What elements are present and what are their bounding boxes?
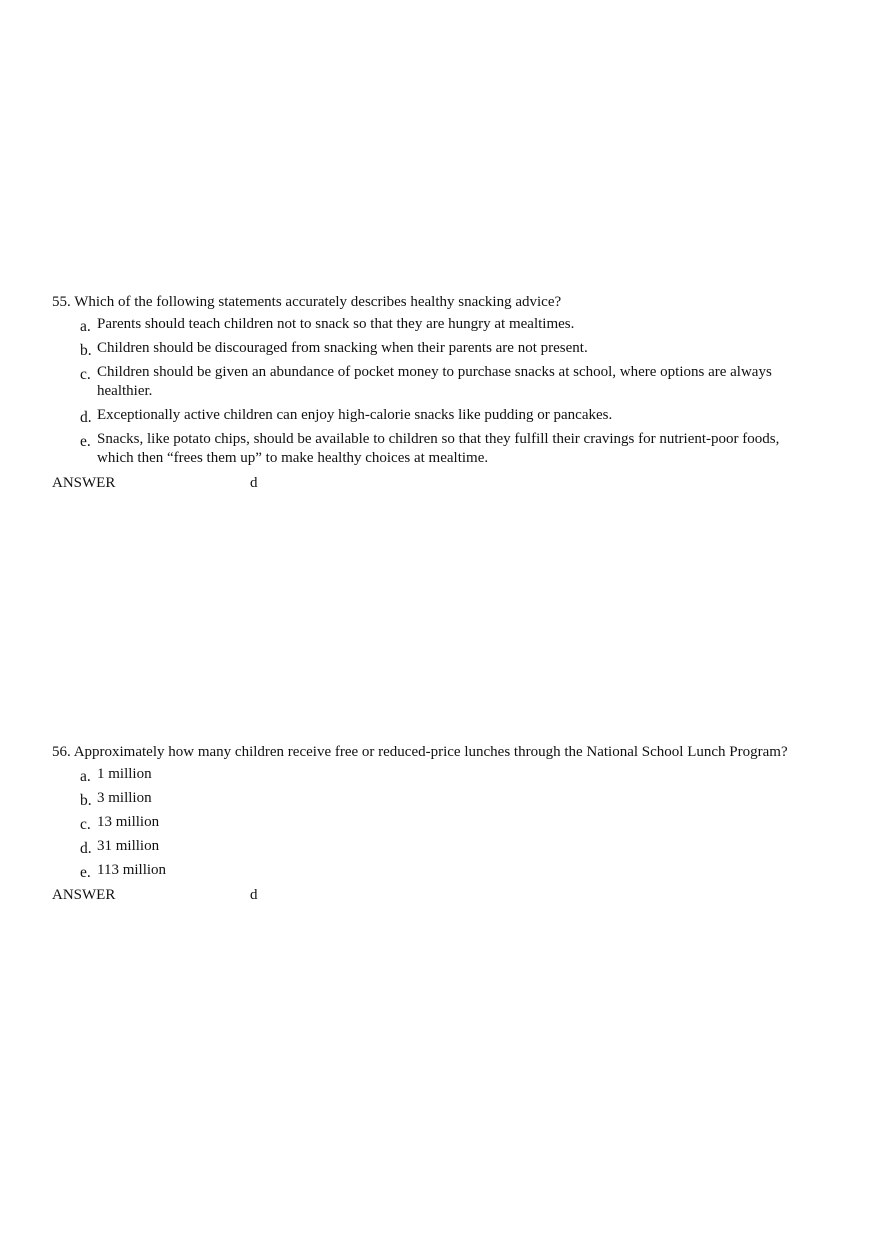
option-text: Children should be given an abundance of pocket money to purchase snacks at school, where options are always healthier. [97,364,772,399]
option-text: 31 million [97,838,160,854]
option-text: Snacks, like potato chips, should be available to children so that they fulfill their cravings for nutrient-poor foods, which then “frees them up” to make healthy choices at mealtime. [97,431,780,466]
option-list [52,765,792,880]
option-e [80,430,792,468]
question-text: Approximately how many children receive free or reduced-price lunches through the National School Lunch Program? [73,744,788,760]
answer-label: ANSWER [52,887,116,903]
option-letter: b. [80,792,92,809]
option-text: 1 million [97,766,152,782]
option-letter: d. [80,409,92,426]
option-c [80,813,792,832]
option-text: 113 million [97,862,167,878]
option-letter: a. [80,768,91,785]
answer-value: d [250,475,258,491]
option-list [52,315,792,468]
option-a [80,765,792,784]
option-e [80,861,792,880]
option-letter: c. [80,366,91,383]
option-letter: d. [80,840,92,857]
question-text: Which of the following statements accurately describes healthy snacking advice? [74,294,562,310]
answer-label: ANSWER [52,475,116,491]
option-letter: e. [80,433,91,450]
question-55 [52,293,792,493]
answer-row [52,473,792,493]
option-text: Exceptionally active children can enjoy high-calorie snacks like pudding or pancakes. [97,407,613,423]
option-a [80,315,792,334]
answer-value: d [250,887,258,903]
option-d [80,837,792,856]
option-text: 3 million [97,790,152,806]
question-stem [52,293,792,312]
option-text: 13 million [97,814,160,830]
question-56 [52,743,792,905]
option-text: Children should be discouraged from snacking when their parents are not present. [97,340,588,356]
option-c [80,363,792,401]
answer-row [52,885,792,905]
option-b [80,789,792,808]
option-letter: e. [80,864,91,881]
option-letter: a. [80,318,91,335]
option-b [80,339,792,358]
option-d [80,406,792,425]
option-letter: c. [80,816,91,833]
option-text: Parents should teach children not to snack so that they are hungry at mealtimes. [97,316,575,332]
option-letter: b. [80,342,92,359]
question-number: 56. [52,744,71,760]
question-number: 55. [52,294,71,310]
question-stem [52,743,792,762]
